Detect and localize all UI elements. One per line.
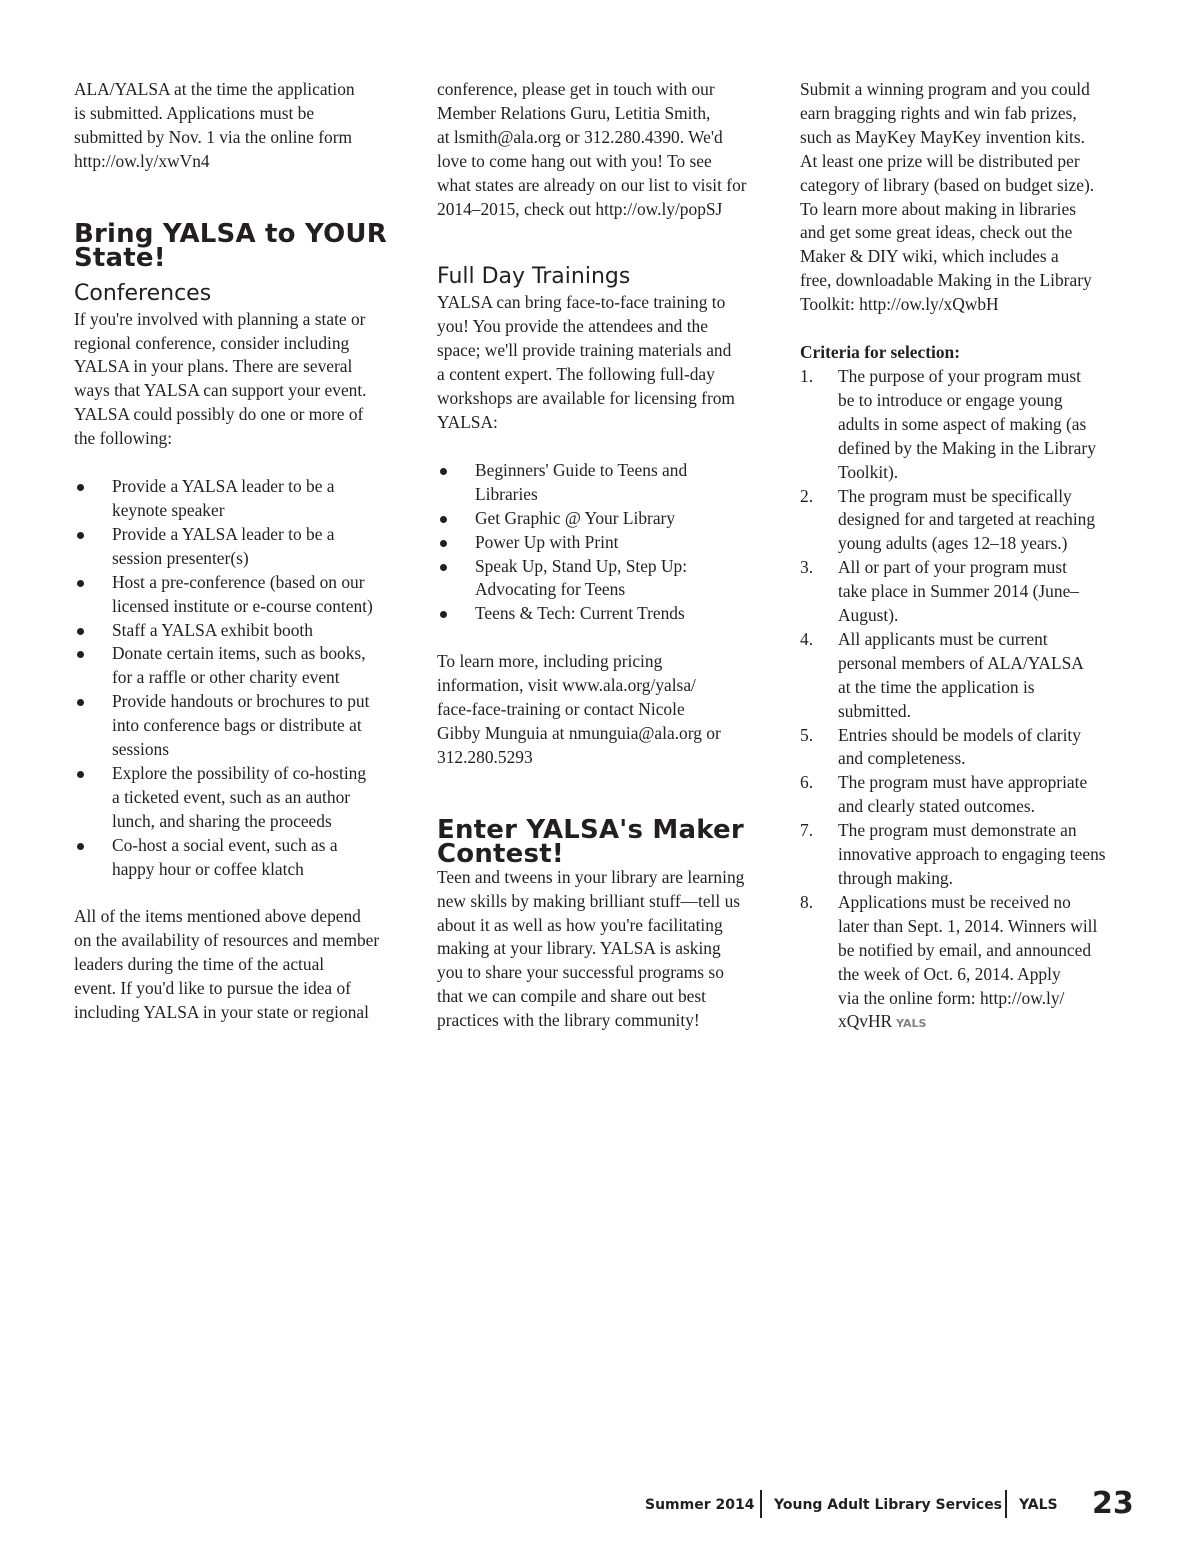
col2-para2: To learn more, including pricing information, visit www.ala.org/yalsa/ face-face-training or contact Nicole Gibby Munguia at nmunguia@ala.org or 312.280.5293 <box>437 651 721 767</box>
list-item: Power Up with Print <box>437 531 769 555</box>
bullet-icon <box>440 540 447 547</box>
bullet-icon <box>77 699 84 706</box>
bullet-icon <box>77 651 84 658</box>
list-item: Provide a YALSA leader to be a session presenter(s) <box>74 523 406 571</box>
footer-publication: Young Adult Library Services <box>774 1497 1003 1513</box>
list-item: Beginners' Guide to Teens and Libraries <box>437 459 769 507</box>
list-item: Host a pre-conference (based on our licensed institute or e-course content) <box>74 571 406 619</box>
col3-intro: Submit a winning program and you could earn bragging rights and win fab prizes, such as MayKey MayKey invention kits. At least one prize will be distributed per category of library (based on budget size). To learn more about making in libraries and get some great ideas, check out the Maker & DIY wiki, which includes a free, downloadable Making in the Library Toolkit: http://ow.ly/xQwbH <box>800 79 1095 315</box>
column-2 <box>437 78 769 1033</box>
list-item: 2. The program must be specifically designed for and targeted at reaching young adults (ages 12–18 years.) <box>800 485 1096 554</box>
col1-para2: All of the items mentioned above depend on the availability of resources and member leaders during the time of the actual event. If you'd like to pursue the idea of including YALSA in your state or regional <box>74 906 380 1023</box>
criteria-list <box>800 365 1135 1036</box>
bullet-icon <box>77 628 84 635</box>
footer-divider <box>1005 1490 1007 1518</box>
list-item: 5. Entries should be models of clarity and completeness. <box>800 724 1081 769</box>
bullet-icon <box>77 532 84 539</box>
col1-bullet-list <box>74 475 406 881</box>
list-item: 1. The purpose of your program must be to introduce or engage young adults in some aspect of making (as defined by the Making in the Library Toolkit). <box>800 365 1096 482</box>
bullet-icon <box>440 564 447 571</box>
bullet-icon <box>77 771 84 778</box>
bullet-icon <box>440 516 447 523</box>
bullet-icon <box>77 843 84 850</box>
list-item: Donate certain items, such as books, for a raffle or other charity event <box>74 642 406 690</box>
list-item: Co-host a social event, such as a happy hour or coffee klatch <box>74 834 406 882</box>
heading-bring-yalsa: Bring YALSA to YOUR State! <box>74 218 387 273</box>
list-item: Staff a YALSA exhibit booth <box>74 619 406 643</box>
footer-short-title: YALS <box>1019 1497 1058 1513</box>
bullet-icon <box>440 611 447 618</box>
list-item: 6. The program must have appropriate and clearly stated outcomes. <box>800 772 1088 817</box>
bullet-icon <box>440 468 447 475</box>
list-item: Teens & Tech: Current Trends <box>437 602 769 626</box>
page-footer <box>600 1488 1140 1520</box>
list-item: Get Graphic @ Your Library <box>437 507 769 531</box>
page-number: 23 <box>1092 1486 1134 1521</box>
col1-intro: ALA/YALSA at the time the application is submitted. Applications must be submitted by Nov. 1 via the online form http://ow.ly/xwVn4 <box>74 79 355 171</box>
footer-issue: Summer 2014 <box>645 1497 755 1513</box>
list-item: 4. All applicants must be current personal members of ALA/YALSA at the time the application is submitted. <box>800 628 1084 721</box>
list-item: Provide handouts or brochures to put into conference bags or distribute at sessions <box>74 690 406 762</box>
col1-para1: If you're involved with planning a state or regional conference, consider including YALSA in your plans. There are several ways that YALSA can support your event. YALSA could possibly do one or more of the following: <box>74 308 367 449</box>
list-item: Speak Up, Stand Up, Step Up: Advocating for Teens <box>437 555 769 603</box>
column-1 <box>74 78 406 1025</box>
col2-intro: conference, please get in touch with our Member Relations Guru, Letitia Smith, at lsmith@ala.org or 312.280.4390. We'd love to come hang out with you! To see what states are already on our list to visit for 2014–2015, check out http://ow.ly/popSJ <box>437 79 747 219</box>
list-item: 8. Applications must be received no later than Sept. 1, 2014. Winners will be notified by email, and announced the week of Oct. 6, 2014. Apply via the online form: http://ow.ly/ xQvHR YALS <box>800 891 1098 1032</box>
list-item: 3. All or part of your program must take place in Summer 2014 (June– August). <box>800 557 1079 626</box>
list-item: 7. The program must demonstrate an innovative approach to engaging teens through making. <box>800 820 1106 888</box>
col2-para1: YALSA can bring face-to-face training to you! You provide the attendees and the space; we'll provide training materials and a content expert. The following full-day workshops are available for licensing from YALSA: <box>437 292 735 432</box>
criteria-heading: Criteria for selection: <box>800 342 960 363</box>
subheading-conferences: Conferences <box>74 280 212 306</box>
end-mark: YALS <box>896 1017 927 1031</box>
list-item: Provide a YALSA leader to be a keynote speaker <box>74 475 406 523</box>
bullet-icon <box>77 580 84 587</box>
col2-bullet-list <box>437 459 769 626</box>
list-item: Explore the possibility of co-hosting a ticketed event, such as an author lunch, and sharing the proceeds <box>74 762 406 834</box>
heading-maker-contest: Enter YALSA's Maker Contest! <box>437 814 744 869</box>
footer-divider <box>760 1490 762 1518</box>
subheading-full-day-trainings: Full Day Trainings <box>437 264 631 290</box>
bullet-icon <box>77 484 84 491</box>
column-3 <box>800 78 1135 1036</box>
col2-para3: Teen and tweens in your library are learning new skills by making brilliant stuff—tell us about it as well as how you're facilitating making at your library. YALSA is asking you to share your successful programs so that we can compile and share out best practices with the library community! <box>437 866 745 1031</box>
